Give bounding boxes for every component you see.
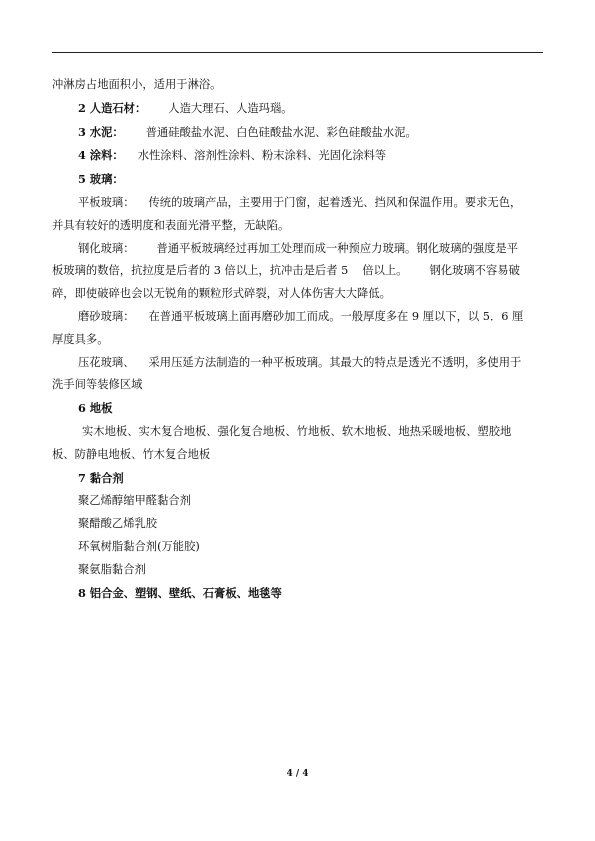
flat-glass-paragraph — [52, 192, 544, 215]
section-7 — [52, 467, 544, 491]
section-8 — [52, 582, 544, 606]
section-3 — [52, 121, 544, 145]
body-text: 普通硅酸盐水泥、白色硅酸盐水泥、彩色硅酸盐水泥。 — [145, 125, 417, 139]
section-heading: 3 水泥： — [78, 124, 124, 139]
section-heading: 6 地板 — [78, 401, 113, 416]
body-text: 人造大理石、人造玛瑙。 — [168, 101, 293, 115]
section-2 — [52, 97, 544, 121]
section-heading: 8 铝合金、塑钢、壁纸、石膏板、地毯等 — [78, 585, 282, 600]
section-heading: 2 人造石材： — [78, 100, 147, 115]
body-text: 冲淋房占地面积小，适用于淋浴。 — [52, 78, 222, 91]
list-item: 聚氨脂黏合剂 — [78, 562, 146, 576]
body-text: 钢化玻璃不容易破 — [429, 264, 520, 278]
body-text: 传统的玻璃产品，主要用于门窗，起着透光、挡风和保温作用。要求无色， — [148, 195, 522, 209]
section-5 — [52, 168, 544, 192]
body-text: 在普通平板玻璃上面再磨砂加工而成。一般厚度多在 9 厘以下，以 5．6 厘 — [148, 309, 524, 323]
body-text: 板玻璃的数倍，抗拉度是后者的 3 倍以上，抗冲击是后者 5 — [52, 264, 349, 278]
frosted-glass-paragraph — [52, 306, 544, 329]
section-6 — [52, 397, 544, 421]
body-text: 并具有较好的透明度和表面光滑平整，无缺陷。 — [52, 218, 290, 232]
body-text-line — [52, 260, 544, 283]
body-text: 普通平板玻璃经过再加工处理而成一种预应力玻璃。钢化玻璃的强度是平 — [156, 241, 519, 255]
body-text: 实木地板、实木复合地板、强化复合地板、竹地板、软木地板、地热采暖地板、塑胶地 — [82, 424, 512, 438]
list-item: 环氧树脂黏合剂(万能胶) — [78, 539, 200, 553]
section-heading: 4 涂料： — [78, 148, 124, 163]
body-text: 碎，即使破碎也会以无锐角的颗粒形式碎裂，对人体伤害大大降低。 — [52, 287, 391, 301]
term-label: 压花玻璃、 — [78, 355, 135, 369]
section-heading: 7 黏合剂 — [78, 470, 124, 485]
header-rule — [52, 52, 543, 53]
term-label: 钢化玻璃： — [78, 241, 135, 255]
patterned-glass-paragraph — [52, 352, 544, 375]
document-body — [52, 74, 544, 605]
page-number: 4 / 4 — [286, 769, 309, 779]
body-text: 板、防静电地板、竹木复合地板 — [52, 447, 211, 461]
list-item: 聚乙烯醇缩甲醛黏合剂 — [78, 494, 191, 508]
body-text: 水性涂料、溶剂性涂料、粉末涂料、光固化涂料等 — [137, 149, 387, 163]
body-text: 厚度具多。 — [52, 332, 109, 346]
section-4 — [52, 144, 544, 168]
list-item: 聚醋酸乙烯乳胶 — [78, 517, 158, 531]
term-label: 磨砂玻璃： — [78, 309, 135, 323]
body-text: 采用压延方法制造的一种平板玻璃。其最大的特点是透光不透明，多使用于 — [148, 355, 522, 369]
section-heading: 5 玻璃： — [78, 172, 124, 187]
tempered-glass-paragraph — [52, 238, 544, 261]
body-text: 洗手间等装修区域 — [52, 378, 143, 392]
body-text: 倍以上。 — [362, 264, 408, 278]
term-label: 平板玻璃： — [78, 195, 135, 209]
